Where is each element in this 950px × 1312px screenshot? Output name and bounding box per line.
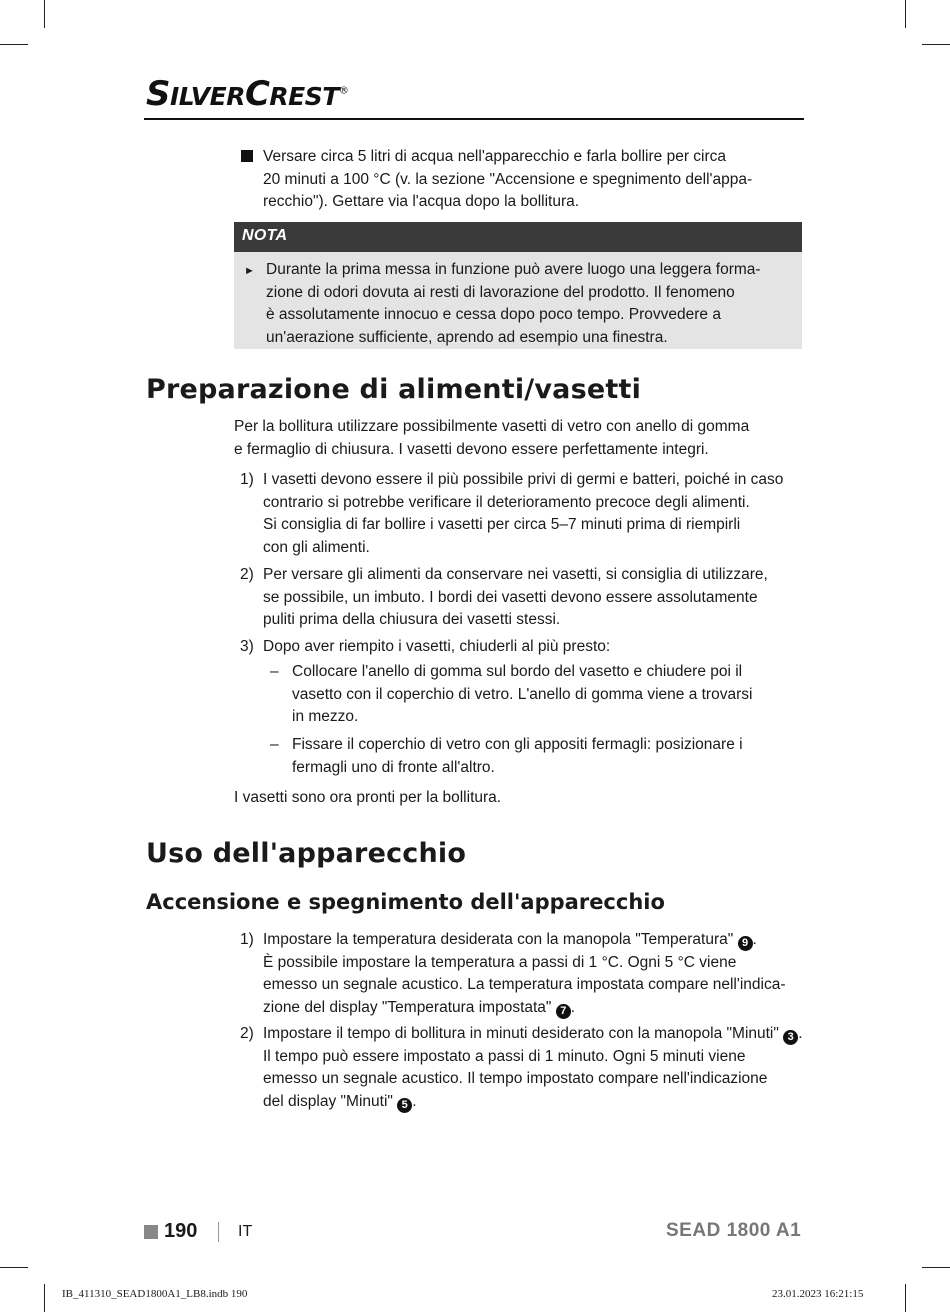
imprint-filename: IB_411310_SEAD1800A1_LB8.indb 190 — [62, 1288, 248, 1300]
reference-number-icon: 7 — [556, 1004, 571, 1019]
step-text: Impostare la temperatura desiderata con la manopola "Temperatura" 9 . È possibile impostare la temperatura a passi di 1 °C. Ogni 5 °C viene emesso un segnale acustico. La temperatura impostata compare nell'indica- zione del display "Temperatura impostata" 7 . — [263, 931, 786, 1017]
brand-logo: SILVERCREST® — [146, 74, 349, 114]
crop-mark — [922, 44, 950, 45]
language-code: IT — [238, 1223, 253, 1240]
intro-bullet-text: Versare circa 5 litri di acqua nell'apparecchio e farla bollire per circa 20 minuti a 100 °C (v. la sezione "Accensione e spegnimento dell'appa- recchio"). Gettare via l'acqua dopo la bollitura. — [263, 148, 753, 210]
crop-mark — [905, 1284, 906, 1312]
dash-bullet: – — [270, 736, 279, 753]
footer-divider — [218, 1222, 219, 1242]
note-header — [234, 222, 802, 252]
step-text: Per versare gli alimenti da conservare nei vasetti, si consiglia di utilizzare, se possibile, un imbuto. I bordi dei vasetti devono essere assolutamente puliti prima della chiusura dei vasetti stessi. — [263, 566, 768, 628]
dash-item-text: Collocare l'anello di gomma sul bordo del vasetto e chiudere poi il vasetto con il coperchio di vetro. L'anello di gomma viene a trovarsi in mezzo. — [292, 663, 753, 725]
step-text: I vasetti devono essere il più possibile privi di germi e batteri, poiché in caso contrario si potrebbe verificare il deterioramento precoce degli alimenti. Si consiglia di far bollire i vasetti per circa 5–7 minuti prima di riempirli con gli alimenti. — [263, 471, 784, 556]
step-text: Dopo aver riempito i vasetti, chiuderli al più presto: — [263, 638, 611, 655]
step-number: 2) — [240, 1025, 254, 1042]
section1-closing: I vasetti sono ora pronti per la bollitura. — [234, 789, 502, 806]
section-heading-usage: Uso dell'apparecchio — [146, 838, 467, 869]
note-box — [234, 222, 802, 349]
footer-square-icon — [144, 1225, 158, 1239]
model-number: SEAD 1800 A1 — [666, 1220, 802, 1241]
step-number: 1) — [240, 931, 254, 948]
dash-item-text: Fissare il coperchio di vetro con gli appositi fermagli: posizionare i fermagli uno di fronte all'altro. — [292, 736, 743, 776]
dash-bullet: – — [270, 663, 279, 680]
crop-mark — [44, 0, 45, 28]
page-number: 190 — [164, 1220, 198, 1242]
crop-mark — [44, 1284, 45, 1312]
section-heading-preparation: Preparazione di alimenti/vasetti — [146, 374, 642, 405]
crop-mark — [0, 1267, 28, 1268]
imprint-datetime: 23.01.2023 16:21:15 — [772, 1288, 864, 1300]
reference-number-icon: 3 — [783, 1030, 798, 1045]
subsection-heading-power: Accensione e spegnimento dell'apparecchio — [146, 890, 665, 914]
crop-mark — [905, 0, 906, 28]
step-number: 3) — [240, 638, 254, 655]
reference-number-icon: 5 — [397, 1098, 412, 1113]
section1-intro: Per la bollitura utilizzare possibilmente vasetti di vetro con anello di gomma e fermaglio di chiusura. I vasetti devono essere perfettamente integri. — [234, 418, 750, 458]
step-number: 2) — [240, 566, 254, 583]
step-text: Impostare il tempo di bollitura in minuti desiderato con la manopola "Minuti" 3 . Il tempo può essere impostato a passi di 1 minuto. Ogni 5 minuti viene emesso un segnale acustico. Il tempo impostato compare nell'indicazione del display "Minuti" 5 . — [263, 1025, 803, 1111]
arrow-right-icon: ► — [244, 265, 255, 277]
note-text: Durante la prima messa in funzione può avere luogo una leggera forma- zione di odori dovuta ai resti di lavorazione del prodotto. Il fenomeno è assolutamente innocuo e cessa dopo poco tempo. Provvedere a un'aerazione sufficiente, aprendo ad esempio una finestra. — [266, 261, 761, 346]
reference-number-icon: 9 — [738, 936, 753, 951]
note-title: NOTA — [242, 227, 288, 244]
step-number: 1) — [240, 471, 254, 488]
crop-mark — [922, 1267, 950, 1268]
square-bullet-icon — [241, 150, 253, 162]
crop-mark — [0, 44, 28, 45]
header-rule — [144, 118, 804, 120]
